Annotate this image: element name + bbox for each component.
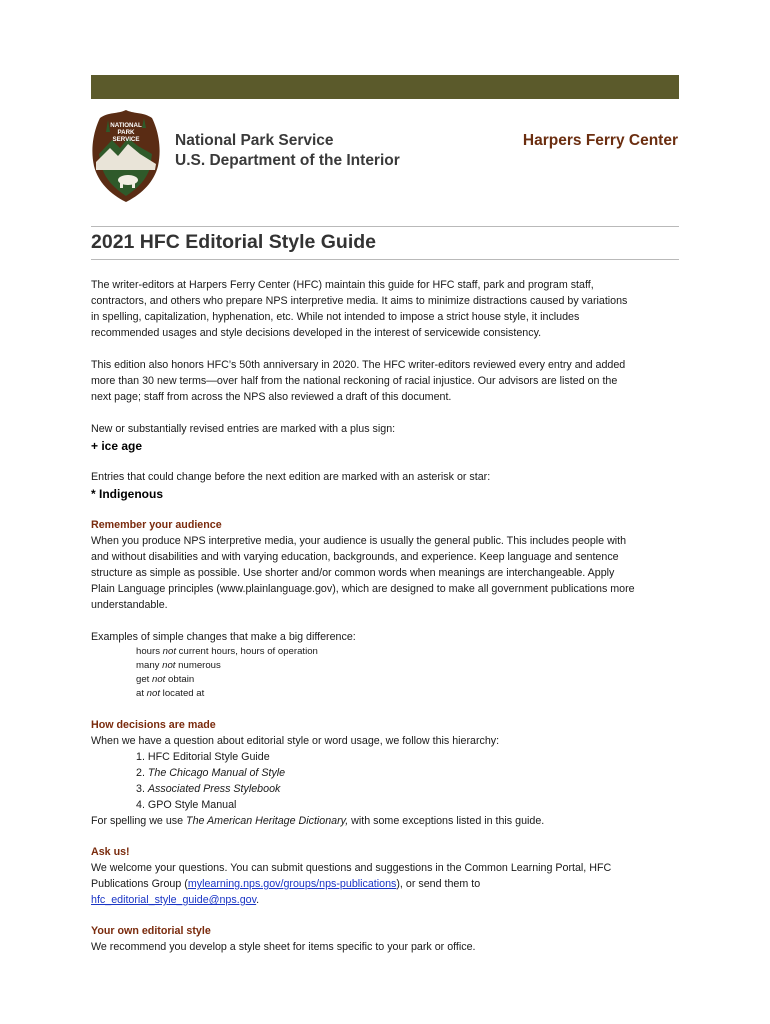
audience-paragraph (91, 533, 681, 613)
star-note: Entries that could change before the next edition are marked with an asterisk or star: (91, 471, 491, 483)
logo-text-service: SERVICE (112, 136, 140, 143)
decisions-heading: How decisions are made (91, 719, 216, 731)
anniversary-line: next page; staff from across the NPS also reviewed a draft of this document. (91, 391, 452, 403)
decisions-intro: When we have a question about editorial style or word usage, we follow this hierarchy: (91, 735, 500, 747)
ask-line: Publications Group (mylearning.nps.gov/groups/nps-publications), or send them to (91, 878, 481, 890)
ask-heading: Ask us! (91, 846, 130, 858)
own-style-line: We recommend you develop a style sheet for items specific to your park or office. (91, 941, 476, 953)
intro-line: The writer-editors at Harpers Ferry Center (HFC) maintain this guide for HFC staff, park and program staff, (91, 279, 594, 291)
hierarchy-item: 2. The Chicago Manual of Style (136, 767, 286, 779)
email-link[interactable]: hfc_editorial_style_guide@nps.gov (91, 894, 257, 906)
intro-line: recommended usages and style decisions developed in the interest of servicewide consistency. (91, 327, 542, 339)
title-rule-top (91, 226, 679, 227)
star-example: * Indigenous (91, 487, 163, 501)
document-body (91, 277, 681, 955)
intro-paragraph (91, 277, 681, 341)
examples-list (91, 645, 681, 701)
example-item: hours not current hours, hours of operation (136, 646, 318, 657)
ask-line: hfc_editorial_style_guide@nps.gov. (91, 894, 260, 906)
anniversary-line: more than 30 new terms—over half from the national reckoning of racial injustice. Our advisors are listed on the (91, 375, 618, 387)
audience-line: structure as simple as possible. Use shorter and/or common words when meanings are interchangeable. Apply (91, 567, 615, 579)
logo-text-national: NATIONAL (110, 122, 142, 129)
hierarchy-item: 4. GPO Style Manual (136, 799, 237, 811)
anniversary-paragraph (91, 357, 681, 405)
org-line-2: U.S. Department of the Interior (175, 152, 400, 169)
org-line-1: National Park Service (175, 132, 334, 149)
example-item: many not numerous (136, 660, 221, 671)
title-rule-bottom (91, 259, 679, 260)
plus-example: + ice age (91, 439, 143, 453)
spelling-note: For spelling we use The American Heritage Dictionary, with some exceptions listed in this guide. (91, 815, 545, 827)
ask-line: We welcome your questions. You can submit questions and suggestions in the Common Learning Portal, HFC (91, 862, 612, 874)
example-item: at not located at (136, 688, 205, 699)
intro-line: in spelling, capitalization, hyphenation, etc. While not intended to impose a strict house style, it includes (91, 311, 580, 323)
center-name: Harpers Ferry Center (522, 132, 678, 149)
org-name (175, 131, 400, 171)
audience-line: understandable. (91, 599, 168, 611)
own-style-heading: Your own editorial style (91, 925, 211, 937)
hierarchy-item: 3. Associated Press Stylebook (136, 783, 281, 795)
logo-text-park: PARK (117, 129, 135, 136)
nps-arrowhead-logo (90, 108, 162, 204)
example-item: get not obtain (136, 674, 195, 685)
page-title: 2021 HFC Editorial Style Guide (91, 231, 376, 253)
examples-intro: Examples of simple changes that make a big difference: (91, 631, 356, 643)
audience-line: Plain Language principles (www.plainlanguage.gov), which are designed to make all government publications more (91, 583, 635, 595)
plus-note: New or substantially revised entries are marked with a plus sign: (91, 423, 396, 435)
publications-link[interactable]: mylearning.nps.gov/groups/nps-publications (187, 878, 397, 890)
audience-heading: Remember your audience (91, 519, 222, 531)
anniversary-line: This edition also honors HFC’s 50th anniversary in 2020. The HFC writer-editors reviewed every entry and added (91, 359, 626, 371)
audience-line: and without disabilities and with varying education, backgrounds, and experience. Keep language and sentence (91, 551, 619, 563)
intro-line: contractors, and others who prepare NPS interpretive media. It aims to minimize distractions caused by variations (91, 295, 628, 307)
hierarchy-list (91, 749, 681, 813)
top-color-bar (91, 75, 679, 99)
hierarchy-item: 1. HFC Editorial Style Guide (136, 751, 270, 763)
audience-line: When you produce NPS interpretive media, your audience is usually the general public. This includes people with (91, 535, 627, 547)
